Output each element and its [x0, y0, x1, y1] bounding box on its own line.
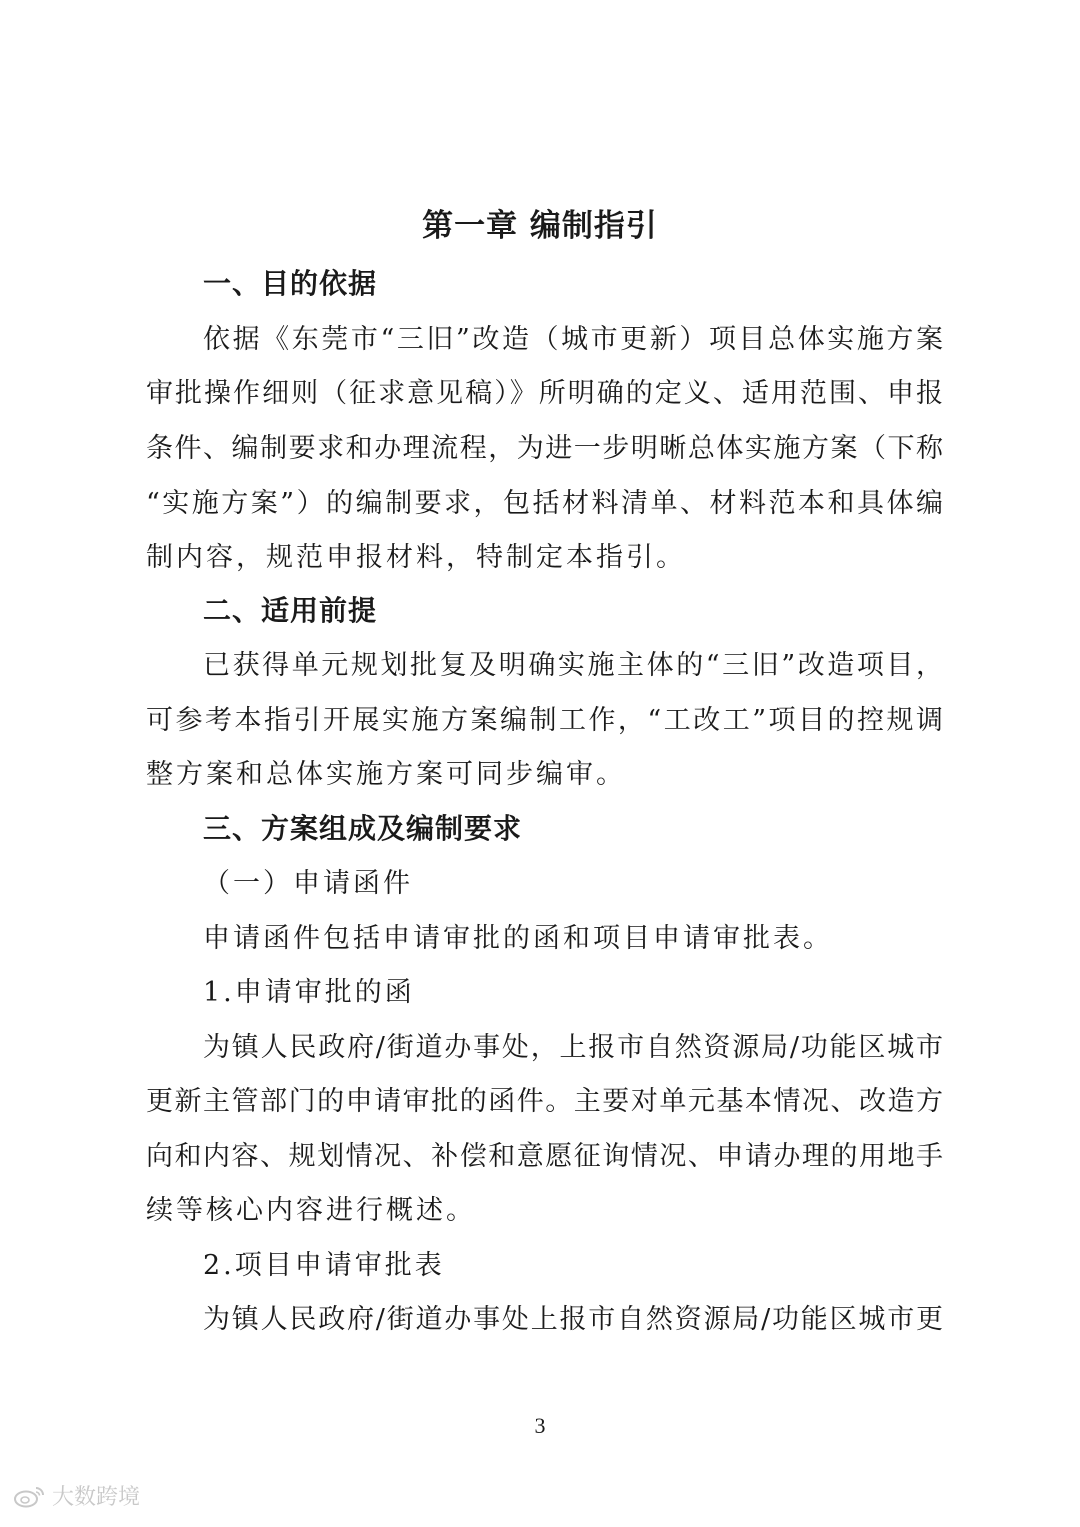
body-line: 更新主管部门的申请审批的函件。主要对单元基本情况、改造方 [146, 1086, 943, 1117]
body-line: 制内容，规范申报材料，特制定本指引。 [146, 542, 686, 573]
item-heading: 2.项目申请审批表 [203, 1250, 445, 1281]
body-line: 可参考本指引开展实施方案编制工作，“工改工”项目的控规调 [146, 705, 943, 736]
chapter-title: 第一章 编制指引 [422, 208, 658, 244]
watermark-text: 大数跨境 [52, 1485, 141, 1510]
body-line: “实施方案”）的编制要求，包括材料清单、材料范本和具体编 [146, 488, 943, 519]
body-line: 依据《东莞市“三旧”改造（城市更新）项目总体实施方案 [203, 324, 943, 355]
subsection-heading: （一）申请函件 [203, 868, 413, 899]
section-heading-scope: 二、适用前提 [203, 594, 378, 627]
body-line: 为镇人民政府/街道办事处上报市自然资源局/功能区城市更 [203, 1304, 943, 1335]
body-line: 审批操作细则（征求意见稿）》所明确的定义、适用范围、申报 [146, 378, 943, 409]
weibo-logo-icon [12, 1484, 46, 1508]
body-line: 向和内容、规划情况、补偿和意愿征询情况、申请办理的用地手 [146, 1141, 943, 1172]
body-line: 条件、编制要求和办理流程，为进一步明晰总体实施方案（下称 [146, 433, 943, 464]
body-line: 续等核心内容进行概述。 [146, 1195, 476, 1226]
page-number: 3 [534, 1413, 546, 1438]
body-line: 已获得单元规划批复及明确实施主体的“三旧”改造项目， [203, 650, 943, 681]
section-heading-composition: 三、方案组成及编制要求 [203, 812, 523, 845]
body-line: 为镇人民政府/街道办事处，上报市自然资源局/功能区城市 [203, 1032, 943, 1063]
watermark [12, 1480, 140, 1511]
body-line: 申请函件包括申请审批的函和项目申请审批表。 [203, 923, 833, 954]
item-heading: 1.申请审批的函 [203, 977, 415, 1008]
section-heading-purpose: 一、目的依据 [203, 267, 378, 300]
body-line: 整方案和总体实施方案可同步编审。 [146, 759, 626, 790]
